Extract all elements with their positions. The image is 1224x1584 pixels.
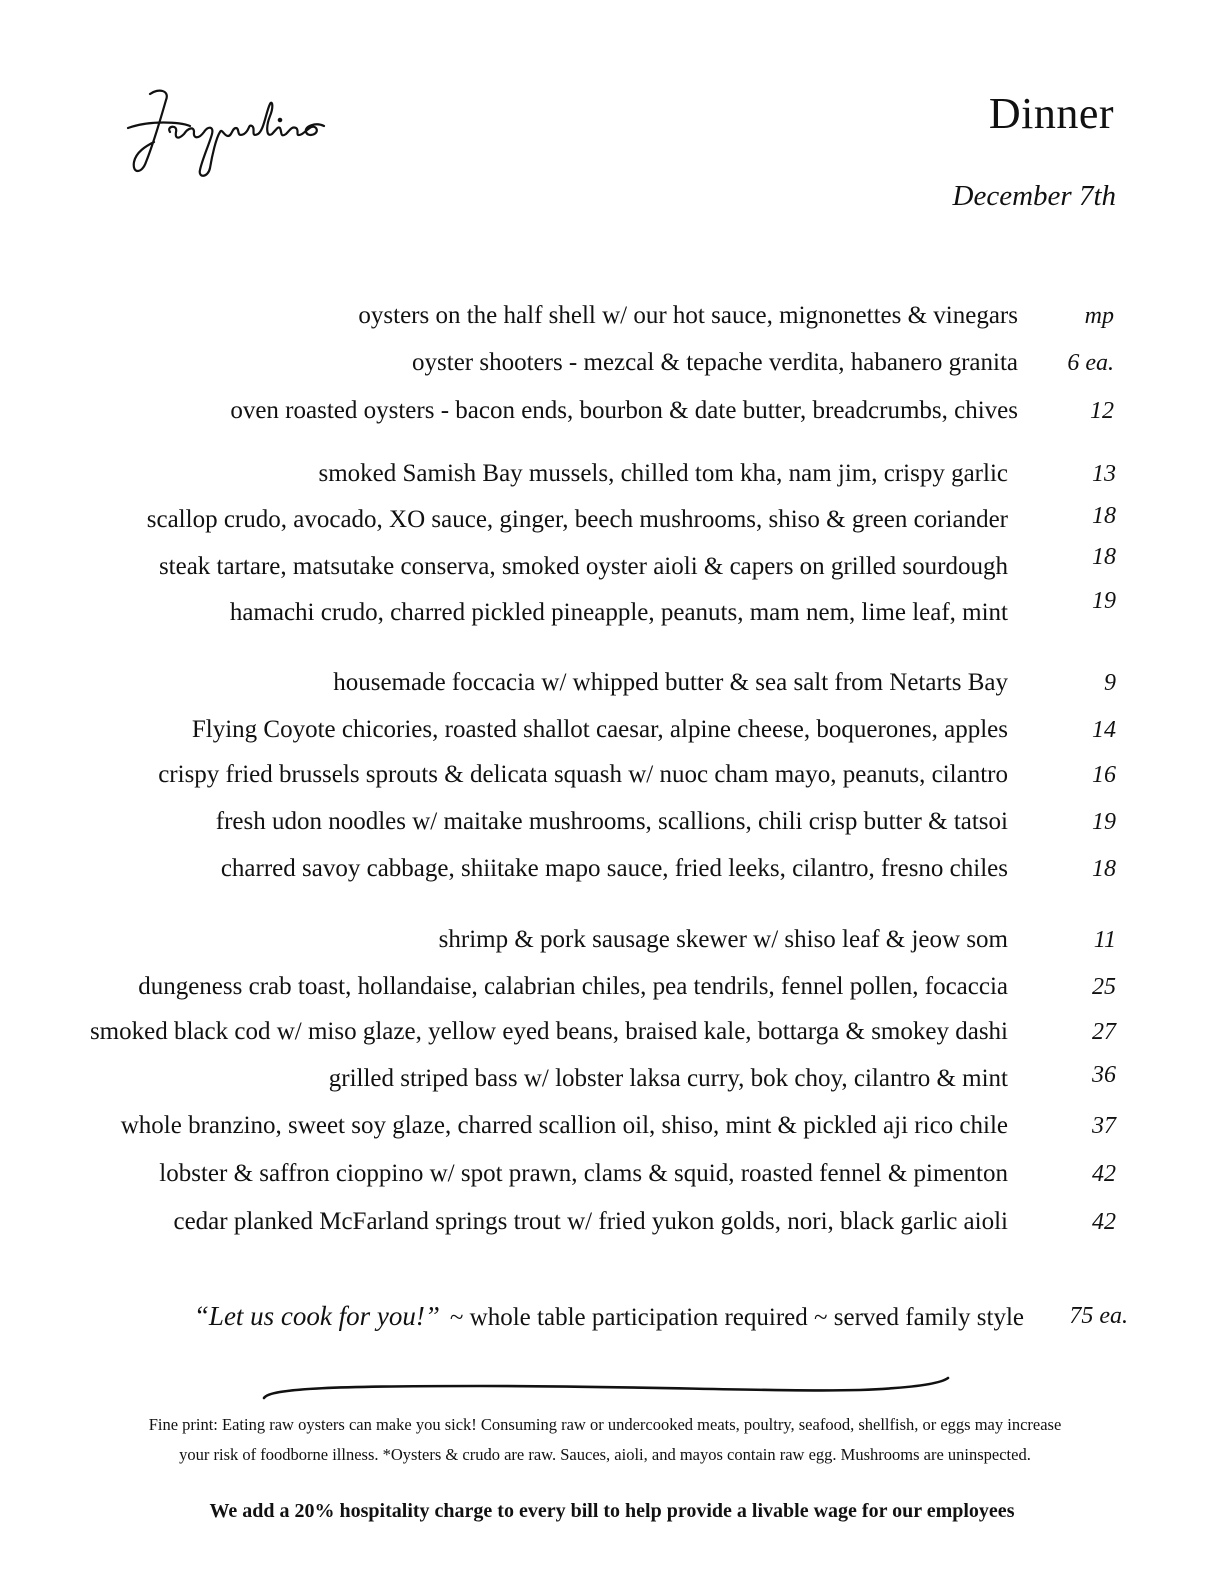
- menu-item-name: scallop crudo, avocado, XO sauce, ginger, beech mushrooms, shiso & green coriander: [146, 506, 1008, 533]
- menu-item-price: 42: [1092, 1161, 1116, 1187]
- menu-item: [0, 588, 1224, 633]
- menu-item-name: oven roasted oysters - bacon ends, bourbon & date butter, breadcrumbs, chives: [230, 397, 1018, 424]
- hospitality-notice: We add a 20% hospitality charge to every bill to help provide a livable wage for our employees: [209, 1500, 1015, 1522]
- menu-item-name: grilled striped bass w/ lobster laksa curry, bok choy, cilantro & mint: [328, 1065, 1008, 1092]
- fine-print-line: your risk of foodborne illness. *Oysters & crudo are raw. Sauces, aioli, and mayos contain raw egg. Mushrooms are uninspected.: [179, 1445, 1031, 1464]
- menu-item-price: 6 ea.: [1067, 350, 1114, 376]
- menu-item: [0, 454, 1224, 494]
- menu-item-name: smoked Samish Bay mussels, chilled tom kha, nam jim, crispy garlic: [318, 460, 1008, 487]
- menu-item-price: mp: [1084, 303, 1114, 329]
- menu-item-price: 13: [1092, 461, 1116, 487]
- jacqueline-script-logo: [120, 82, 330, 182]
- family-style-quote: “Let us cook for you!”: [193, 1301, 440, 1331]
- family-style-line: [194, 1296, 1024, 1338]
- menu-item-name: oyster shooters - mezcal & tepache verdita, habanero granita: [412, 349, 1018, 376]
- menu-item-price: 27: [1092, 1019, 1116, 1045]
- menu-item-price: 16: [1092, 762, 1116, 788]
- menu-item: [0, 1106, 1224, 1146]
- menu-item-price: 18: [1092, 544, 1116, 570]
- menu-item-name: crispy fried brussels sprouts & delicata squash w/ nuoc cham mayo, peanuts, cilantro: [158, 761, 1008, 788]
- menu-item-price: 18: [1092, 856, 1116, 882]
- menu-item-price: 25: [1092, 974, 1116, 1000]
- menu-item-name: oysters on the half shell w/ our hot sauce, mignonettes & vinegars: [358, 302, 1018, 329]
- menu-item-name: cedar planked McFarland springs trout w/ fried yukon golds, nori, black garlic aioli: [173, 1208, 1008, 1235]
- menu-title: Dinner: [988, 89, 1114, 138]
- menu-item-name: whole branzino, sweet soy glaze, charred scallion oil, shiso, mint & pickled aji rico chile: [120, 1112, 1008, 1139]
- menu-item-price: 42: [1092, 1209, 1116, 1235]
- menu-item-name: dungeness crab toast, hollandaise, calabrian chiles, pea tendrils, fennel pollen, focaccia: [138, 973, 1008, 1000]
- menu-item: [0, 849, 1224, 889]
- menu-item: [0, 1059, 1224, 1099]
- menu-item: [0, 920, 1224, 960]
- menu-item-price: 12: [1090, 398, 1114, 424]
- menu-item: [0, 343, 1224, 383]
- menu-item-name: smoked black cod w/ miso glaze, yellow eyed beans, braised kale, bottarga & smokey dashi: [89, 1018, 1008, 1045]
- menu-date: December 7th: [952, 180, 1116, 212]
- menu-item-name: lobster & saffron cioppino w/ spot prawn, clams & squid, roasted fennel & pimenton: [159, 1160, 1008, 1187]
- menu-item-name: shrimp & pork sausage skewer w/ shiso leaf & jeow som: [438, 926, 1008, 953]
- menu-item-price: 9: [1104, 670, 1116, 696]
- family-style-price: 75 ea.: [1069, 1303, 1128, 1329]
- menu-item-price: 36: [1092, 1062, 1116, 1088]
- menu-item: [0, 296, 1224, 336]
- menu-item: [0, 391, 1224, 431]
- fine-print-line: Fine print: Eating raw oysters can make you sick! Consuming raw or undercooked meats, poultry, seafood, shellfish, or eggs may increase: [148, 1415, 1062, 1434]
- menu-item-name: hamachi crudo, charred pickled pineapple, peanuts, mam nem, lime leaf, mint: [229, 599, 1008, 626]
- menu-item: [0, 967, 1224, 1007]
- family-style-offer: [0, 1296, 1224, 1336]
- menu-item-name: steak tartare, matsutake conserva, smoked oyster aioli & capers on grilled sourdough: [158, 553, 1008, 580]
- menu-item-name: housemade foccacia w/ whipped butter & sea salt from Netarts Bay: [333, 669, 1008, 696]
- menu-item-name: fresh udon noodles w/ maitake mushrooms, scallions, chili crisp butter & tatsoi: [215, 808, 1008, 835]
- menu-item: [0, 1154, 1224, 1194]
- menu-item: [0, 500, 1224, 540]
- menu-item-price: 19: [1092, 588, 1116, 614]
- menu-item-name: Flying Coyote chicories, roasted shallot caesar, alpine cheese, boquerones, apples: [191, 716, 1008, 743]
- menu-item: [0, 1202, 1224, 1242]
- swoosh-line: [260, 1374, 952, 1404]
- menu-item-price: 14: [1092, 717, 1116, 743]
- jacqueline-logo: [120, 82, 330, 182]
- menu-item: [0, 544, 1224, 587]
- menu-item: [0, 663, 1224, 703]
- menu-item-name: charred savoy cabbage, shiitake mapo sauce, fried leeks, cilantro, fresno chiles: [220, 855, 1008, 882]
- menu-item: [0, 802, 1224, 842]
- menu-item-price: 19: [1092, 809, 1116, 835]
- menu-item-price: 18: [1092, 503, 1116, 529]
- menu-item: [0, 710, 1224, 750]
- fine-print: [100, 1410, 1110, 1470]
- divider-swoosh: [260, 1374, 952, 1404]
- menu-item: [0, 1012, 1224, 1052]
- menu-item-price: 37: [1092, 1113, 1116, 1139]
- family-style-text: ~ whole table participation required ~ served family style: [449, 1304, 1024, 1331]
- menu-item-price: 11: [1093, 927, 1116, 953]
- menu-item: [0, 755, 1224, 795]
